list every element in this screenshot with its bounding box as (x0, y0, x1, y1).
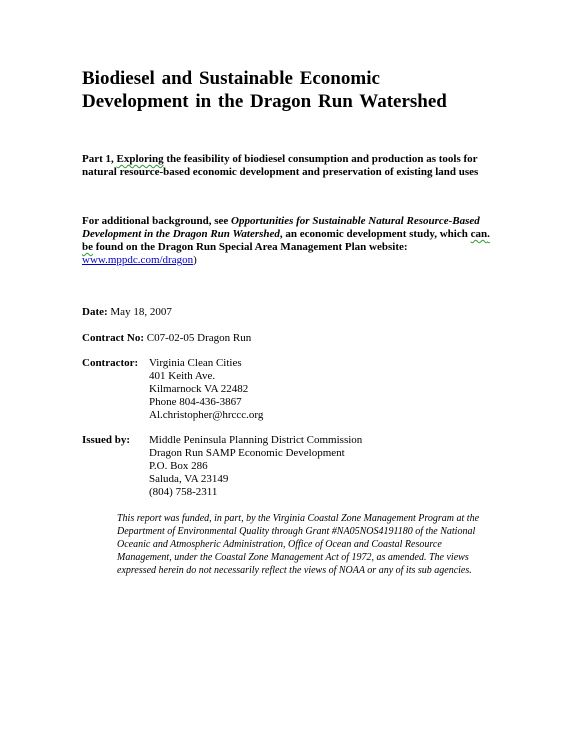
issued-address (149, 434, 362, 499)
background-be: . be (82, 228, 490, 253)
contractor-line: Kilmarnock VA 22482 (149, 383, 249, 395)
title-line-2: Development in the Dragon Run Watershed (82, 91, 447, 112)
contractor-line: 401 Keith Ave. (149, 370, 216, 382)
issued-line: P.O. Box 286 (149, 460, 208, 472)
issued-line: Middle Peninsula Planning District Commission (149, 434, 363, 446)
contractor-label: Contractor: (82, 357, 139, 369)
background-study-title: Opportunities for Sustainable Natural Resource-Based Development in the Dragon Run Watershed (82, 215, 480, 240)
background-prefix: For additional background, see (82, 215, 229, 227)
contract-label: Contract No: (82, 332, 145, 344)
background-suffix: found on the Dragon Run Special Area Management Plan website: (95, 241, 408, 253)
background-can: can (470, 228, 488, 240)
title-line-1: Biodiesel and Sustainable Economic (82, 68, 380, 89)
date-field (82, 306, 172, 319)
part-label: Part 1, (82, 153, 114, 165)
contractor-line: Virginia Clean Cities (149, 357, 242, 369)
background-middle: , an economic development study, which (279, 228, 468, 240)
funding-note: This report was funded, in part, by the Virginia Coastal Zone Management Program at the Department of Environmental Quality through Grant #NA05NOS4191180 of the National Oceanic and Atmospheric Administration, Office of Ocean and Coastal Resource Management, under the Coastal Zone Management Act of 1972, as amended. The views expressed herein do not necessarily reflect the views of NOAA or any of its sub agencies. (117, 513, 480, 576)
contractor-address (149, 357, 263, 422)
date-label: Date: (82, 306, 108, 318)
website-close-paren: ) (193, 254, 197, 266)
part-rest: the feasibility of biodiesel consumption and production as tools for natural resource-based economic development and preservation of existing land uses (82, 153, 479, 178)
document-title (82, 67, 522, 113)
contractor-line: Al.christopher@hrccc.org (149, 409, 264, 421)
contractor-line: Phone 804-436-3867 (149, 396, 242, 408)
part-keyword: Exploring (116, 153, 164, 165)
part-description (82, 153, 502, 179)
issued-line: Saluda, VA 23149 (149, 473, 229, 485)
background-paragraph (82, 215, 502, 267)
issued-line: Dragon Run SAMP Economic Development (149, 447, 345, 459)
issued-line: (804) 758-2311 (149, 486, 218, 498)
issued-label: Issued by: (82, 434, 130, 446)
contract-value: C07-02-05 Dragon Run (146, 332, 252, 344)
date-value: May 18, 2007 (110, 306, 172, 318)
contract-field (82, 332, 251, 345)
website-link[interactable]: www.mppdc.com/dragon (82, 254, 194, 266)
